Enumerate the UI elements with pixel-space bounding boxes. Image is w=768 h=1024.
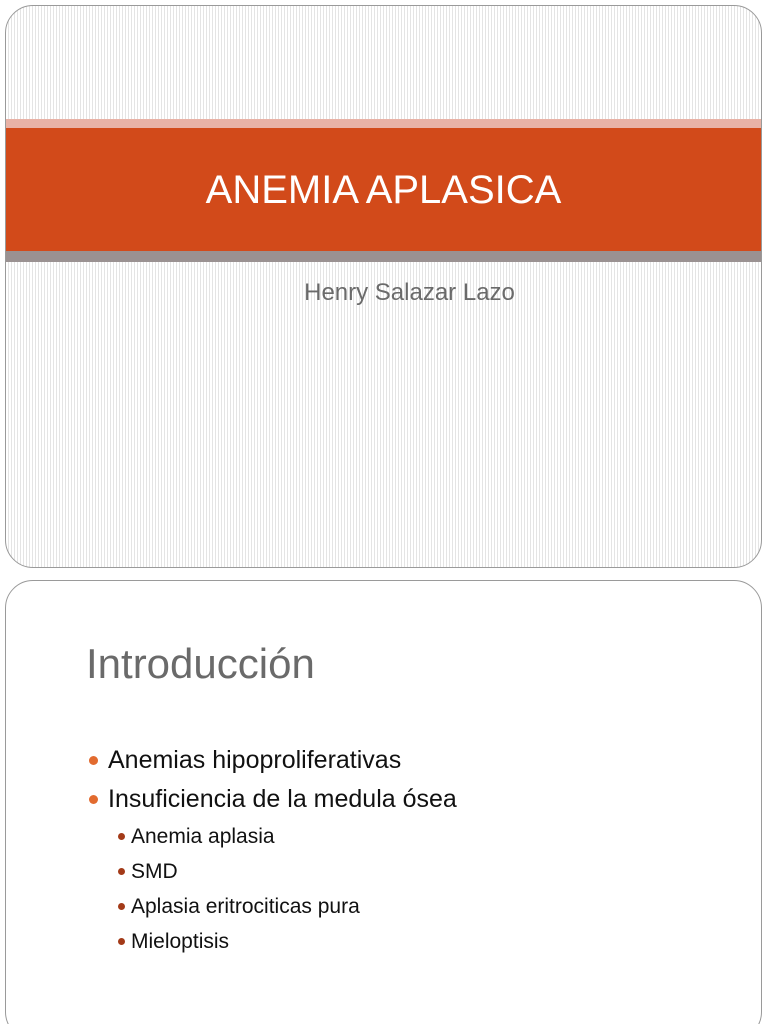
slide-subtitle-author: Henry Salazar Lazo [304, 279, 515, 306]
bullet-list [86, 741, 457, 959]
sub-bullet-item [86, 924, 457, 959]
bullet-dot-icon [89, 756, 98, 765]
bullet-item [86, 741, 457, 780]
slide-title: ANEMIA APLASICA [205, 168, 562, 212]
sub-bullet-item [86, 854, 457, 889]
sub-bullet-text: Mieloptisis [131, 930, 230, 953]
bullet-dot-icon [89, 795, 98, 804]
content-slide [5, 580, 762, 1024]
title-band-top-accent [6, 119, 761, 128]
slide-heading: Introducción [86, 640, 315, 687]
sub-bullet-text: Anemia aplasia [131, 825, 275, 848]
sub-bullet-text: SMD [131, 860, 178, 883]
sub-bullet-text: Aplasia eritrociticas pura [131, 895, 360, 918]
sub-bullet-item [86, 889, 457, 924]
sub-bullet-dot-icon [118, 833, 125, 840]
title-band-bottom-accent [6, 251, 761, 262]
title-slide [5, 5, 762, 568]
sub-bullet-dot-icon [118, 903, 125, 910]
bullet-item [86, 780, 457, 819]
sub-bullet-dot-icon [118, 868, 125, 875]
bullet-text: Anemias hipoproliferativas [108, 746, 402, 774]
sub-bullet-dot-icon [118, 938, 125, 945]
bullet-text: Insuficiencia de la medula ósea [108, 785, 457, 813]
sub-bullet-item [86, 819, 457, 854]
